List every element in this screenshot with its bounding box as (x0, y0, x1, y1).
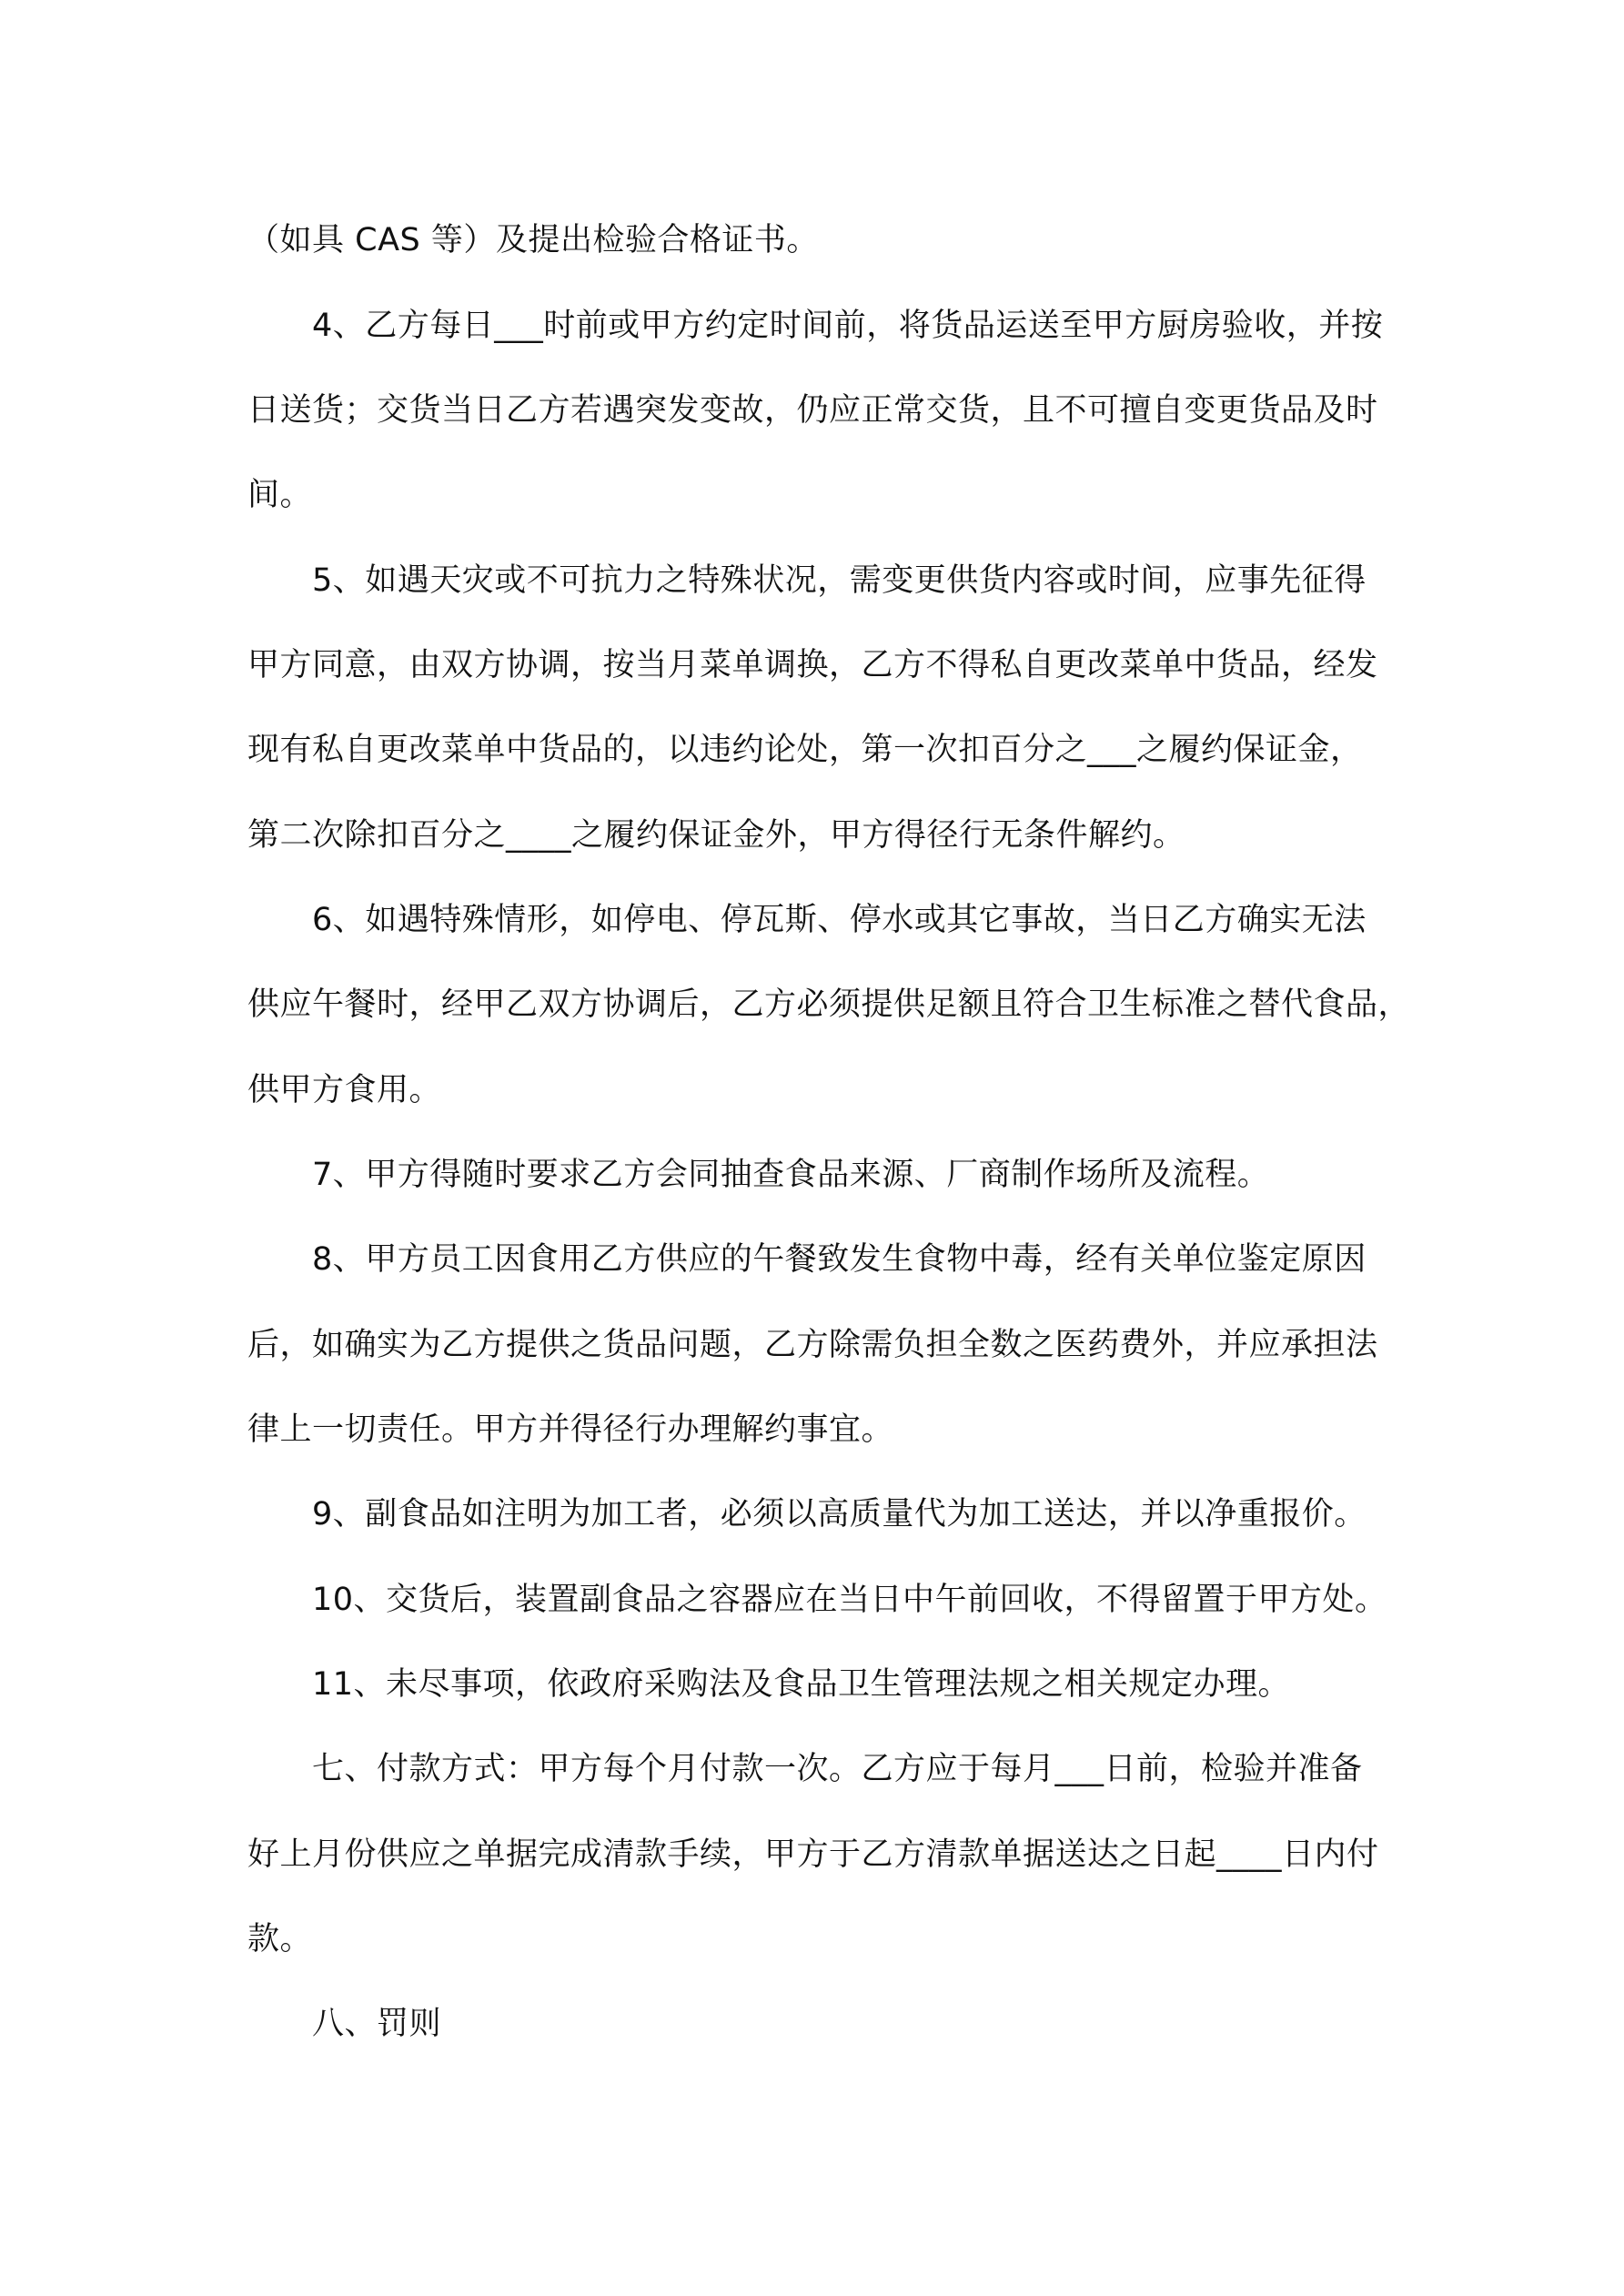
section-heading-penalties: 八、罚则 (312, 2006, 442, 2042)
clause-8-line-3: 律上一切责任。甲方并得径行办理解约事宜。 (247, 1411, 894, 1448)
clause-11-line-1: 11、未尽事项，依政府采购法及食品卫生管理法规之相关规定办理。 (312, 1666, 1291, 1703)
clause-6-line-2: 供应午餐时，经甲乙双方协调后，乙方必须提供足额且符合卫生标准之替代食品， (247, 986, 1411, 1023)
text-line-certificate: （如具 CAS 等）及提出检验合格证书。 (247, 222, 819, 258)
clause-10-line-1: 10、交货后，装置副食品之容器应在当日中午前回收，不得留置于甲方处。 (312, 1582, 1387, 1618)
payment-terms-line-2: 好上月份供应之单据完成清款手续，甲方于乙方清款单据送达之日起____日内付 (247, 1836, 1379, 1873)
clause-5-line-1: 5、如遇天灾或不可抗力之特殊状况，需变更供货内容或时间，应事先征得 (312, 562, 1367, 599)
clause-5-line-2: 甲方同意，由双方协调，按当月菜单调换，乙方不得私自更改菜单中货品，经发 (247, 647, 1378, 683)
clause-5-line-3: 现有私自更改菜单中货品的，以违约论处，第一次扣百分之___之履约保证金， (247, 732, 1363, 768)
clause-6-line-1: 6、如遇特殊情形，如停电、停瓦斯、停水或其它事故，当日乙方确实无法 (312, 902, 1367, 938)
clause-8-line-1: 8、甲方员工因食用乙方供应的午餐致发生食物中毒，经有关单位鉴定原因 (312, 1241, 1367, 1278)
clause-4-line-2: 日送货；交货当日乙方若遇突发变故，仍应正常交货，且不可擅自变更货品及时 (247, 392, 1378, 429)
clause-5-line-4: 第二次除扣百分之____之履约保证金外，甲方得径行无条件解约。 (247, 817, 1185, 854)
payment-terms-line-3: 款。 (247, 1921, 313, 1957)
clause-6-line-3: 供甲方食用。 (247, 1072, 442, 1108)
payment-terms-line-1: 七、付款方式：甲方每个月付款一次。乙方应于每月___日前，检验并准备 (312, 1751, 1363, 1787)
clause-9-line-1: 9、副食品如注明为加工者，必须以高质量代为加工送达，并以净重报价。 (312, 1496, 1367, 1532)
clause-8-line-2: 后，如确实为乙方提供之货品问题，乙方除需负担全数之医药费外，并应承担法 (247, 1327, 1378, 1363)
clause-7-line-1: 7、甲方得随时要求乙方会同抽查食品来源、厂商制作场所及流程。 (312, 1157, 1270, 1193)
clause-4-line-3: 间。 (247, 477, 313, 513)
clause-4-line-1: 4、乙方每日___时前或甲方约定时间前，将货品运送至甲方厨房验收，并按 (312, 308, 1384, 344)
